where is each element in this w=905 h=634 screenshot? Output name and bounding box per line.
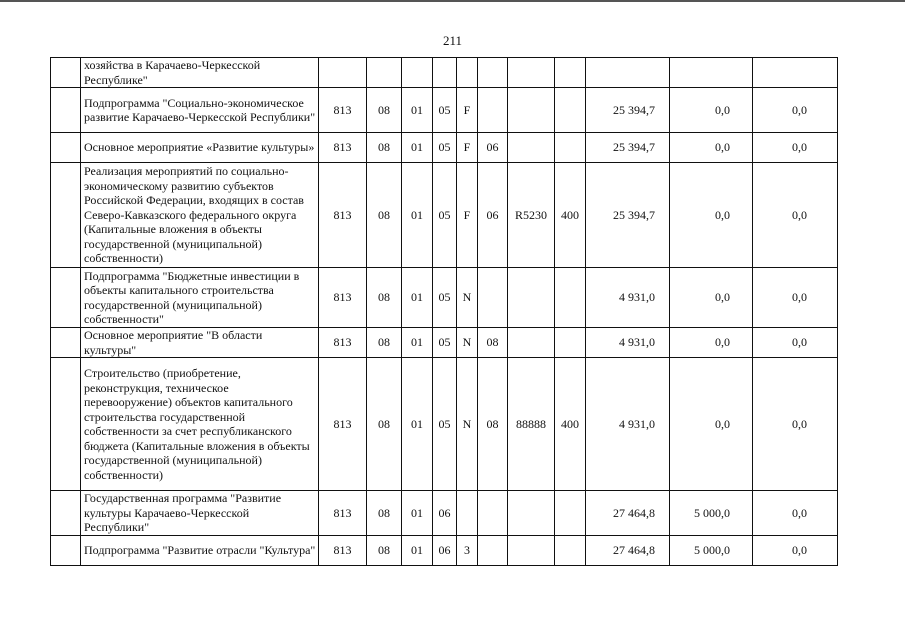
cell-amount-3: 0,0	[753, 358, 838, 491]
page-number: 211	[442, 33, 463, 48]
cell-direction	[508, 88, 555, 133]
cell-amount-2: 0,0	[670, 163, 753, 268]
cell-expense-type	[555, 133, 586, 163]
cell-expense-type	[555, 58, 586, 88]
table-row	[51, 491, 838, 536]
cell-program: 05	[433, 163, 457, 268]
cell-amount-1	[586, 58, 670, 88]
table-row	[51, 328, 838, 358]
cell-program: 05	[433, 358, 457, 491]
cell-program: 05	[433, 88, 457, 133]
cell-program: 05	[433, 133, 457, 163]
cell-amount-1: 27 464,8	[586, 491, 670, 536]
cell-event	[478, 88, 508, 133]
cell-event	[478, 268, 508, 328]
cell-direction: R5230	[508, 163, 555, 268]
cell-subsection: 01	[402, 163, 433, 268]
cell-subsection: 01	[402, 268, 433, 328]
cell-subsection	[402, 58, 433, 88]
cell-event: 08	[478, 328, 508, 358]
cell-section: 08	[367, 163, 402, 268]
cell-event: 08	[478, 358, 508, 491]
cell-amount-2: 5 000,0	[670, 491, 753, 536]
cell-section: 08	[367, 268, 402, 328]
cell-ministry: 813	[319, 268, 367, 328]
cell-section: 08	[367, 536, 402, 566]
cell-amount-1: 27 464,8	[586, 536, 670, 566]
cell-program	[433, 58, 457, 88]
cell-amount-2: 0,0	[670, 133, 753, 163]
cell-event	[478, 58, 508, 88]
cell-amount-3: 0,0	[753, 328, 838, 358]
cell-subprogram: F	[457, 133, 478, 163]
cell-amount-3: 0,0	[753, 491, 838, 536]
row-name: Подпрограмма "Бюджетные инвестиции в объекты капитального строительства государственной (муниципальной) собственности"	[81, 268, 319, 328]
table-row	[51, 163, 838, 268]
cell-expense-type	[555, 268, 586, 328]
cell-event	[478, 536, 508, 566]
blank-cell	[51, 358, 81, 491]
cell-ministry: 813	[319, 133, 367, 163]
cell-amount-1: 4 931,0	[586, 328, 670, 358]
cell-expense-type: 400	[555, 163, 586, 268]
cell-subsection: 01	[402, 491, 433, 536]
cell-ministry: 813	[319, 163, 367, 268]
cell-section: 08	[367, 328, 402, 358]
cell-expense-type	[555, 491, 586, 536]
cell-expense-type	[555, 536, 586, 566]
cell-amount-2: 0,0	[670, 268, 753, 328]
cell-ministry: 813	[319, 536, 367, 566]
blank-cell	[51, 88, 81, 133]
budget-table	[50, 57, 838, 566]
cell-program: 06	[433, 491, 457, 536]
cell-direction	[508, 536, 555, 566]
table-body	[51, 58, 838, 566]
row-name: Основное мероприятие «Развитие культуры»	[81, 133, 319, 163]
cell-program: 05	[433, 268, 457, 328]
cell-event: 06	[478, 163, 508, 268]
blank-cell	[51, 268, 81, 328]
cell-amount-2	[670, 58, 753, 88]
table-row	[51, 536, 838, 566]
cell-subprogram	[457, 58, 478, 88]
cell-direction	[508, 58, 555, 88]
row-name: Строительство (приобретение, реконструкция, техническое перевооружение) объектов капитального строительства государственной собственности за счет республиканского бюджета (Капитальные вложения в объекты государственной (муниципальной) собственности)	[81, 358, 319, 491]
cell-amount-1: 4 931,0	[586, 268, 670, 328]
cell-subsection: 01	[402, 536, 433, 566]
row-name: хозяйства в Карачаево-Черкесской Республике"	[81, 58, 319, 88]
cell-amount-1: 4 931,0	[586, 358, 670, 491]
cell-direction	[508, 328, 555, 358]
cell-section: 08	[367, 133, 402, 163]
cell-amount-1: 25 394,7	[586, 133, 670, 163]
table-row	[51, 358, 838, 491]
cell-ministry	[319, 58, 367, 88]
cell-subprogram: N	[457, 268, 478, 328]
cell-amount-3: 0,0	[753, 133, 838, 163]
cell-amount-3: 0,0	[753, 163, 838, 268]
cell-amount-1: 25 394,7	[586, 88, 670, 133]
cell-amount-2: 0,0	[670, 328, 753, 358]
table-row	[51, 88, 838, 133]
cell-program: 05	[433, 328, 457, 358]
cell-expense-type	[555, 328, 586, 358]
cell-event: 06	[478, 133, 508, 163]
blank-cell	[51, 163, 81, 268]
cell-expense-type: 400	[555, 358, 586, 491]
cell-program: 06	[433, 536, 457, 566]
row-name: Подпрограмма "Развитие отрасли "Культура"	[81, 536, 319, 566]
cell-section	[367, 58, 402, 88]
cell-amount-2: 0,0	[670, 358, 753, 491]
cell-expense-type	[555, 88, 586, 133]
cell-amount-2: 5 000,0	[670, 536, 753, 566]
cell-ministry: 813	[319, 358, 367, 491]
cell-ministry: 813	[319, 328, 367, 358]
blank-cell	[51, 491, 81, 536]
cell-direction	[508, 268, 555, 328]
blank-cell	[51, 536, 81, 566]
cell-ministry: 813	[319, 491, 367, 536]
table-row	[51, 133, 838, 163]
row-name: Реализация мероприятий по социально-экономическому развитию субъектов Российской Федерации, входящих в состав Северо-Кавказского федерального округа (Капитальные вложения в объекты государственной (муниципальной) собственности)	[81, 163, 319, 268]
cell-subsection: 01	[402, 328, 433, 358]
cell-amount-2: 0,0	[670, 88, 753, 133]
row-name: Основное мероприятие "В области культуры"	[81, 328, 319, 358]
cell-section: 08	[367, 491, 402, 536]
blank-cell	[51, 133, 81, 163]
cell-direction	[508, 133, 555, 163]
blank-cell	[51, 328, 81, 358]
row-name: Подпрограмма "Социально-экономическое развитие Карачаево-Черкесской Республики"	[81, 88, 319, 133]
cell-direction	[508, 491, 555, 536]
cell-subprogram: 3	[457, 536, 478, 566]
row-name: Государственная программа "Развитие культуры Карачаево-Черкесской Республики"	[81, 491, 319, 536]
cell-amount-3	[753, 58, 838, 88]
cell-ministry: 813	[319, 88, 367, 133]
page-top-border	[0, 0, 905, 2]
cell-subsection: 01	[402, 88, 433, 133]
cell-subprogram: F	[457, 88, 478, 133]
table-row	[51, 268, 838, 328]
cell-subprogram: N	[457, 358, 478, 491]
cell-amount-3: 0,0	[753, 536, 838, 566]
cell-amount-3: 0,0	[753, 88, 838, 133]
cell-amount-1: 25 394,7	[586, 163, 670, 268]
cell-direction: 88888	[508, 358, 555, 491]
cell-subsection: 01	[402, 133, 433, 163]
cell-subprogram	[457, 491, 478, 536]
cell-section: 08	[367, 358, 402, 491]
cell-subprogram: N	[457, 328, 478, 358]
table-row	[51, 58, 838, 88]
cell-subprogram: F	[457, 163, 478, 268]
cell-amount-3: 0,0	[753, 268, 838, 328]
cell-subsection: 01	[402, 358, 433, 491]
blank-cell	[51, 58, 81, 88]
cell-event	[478, 491, 508, 536]
cell-section: 08	[367, 88, 402, 133]
